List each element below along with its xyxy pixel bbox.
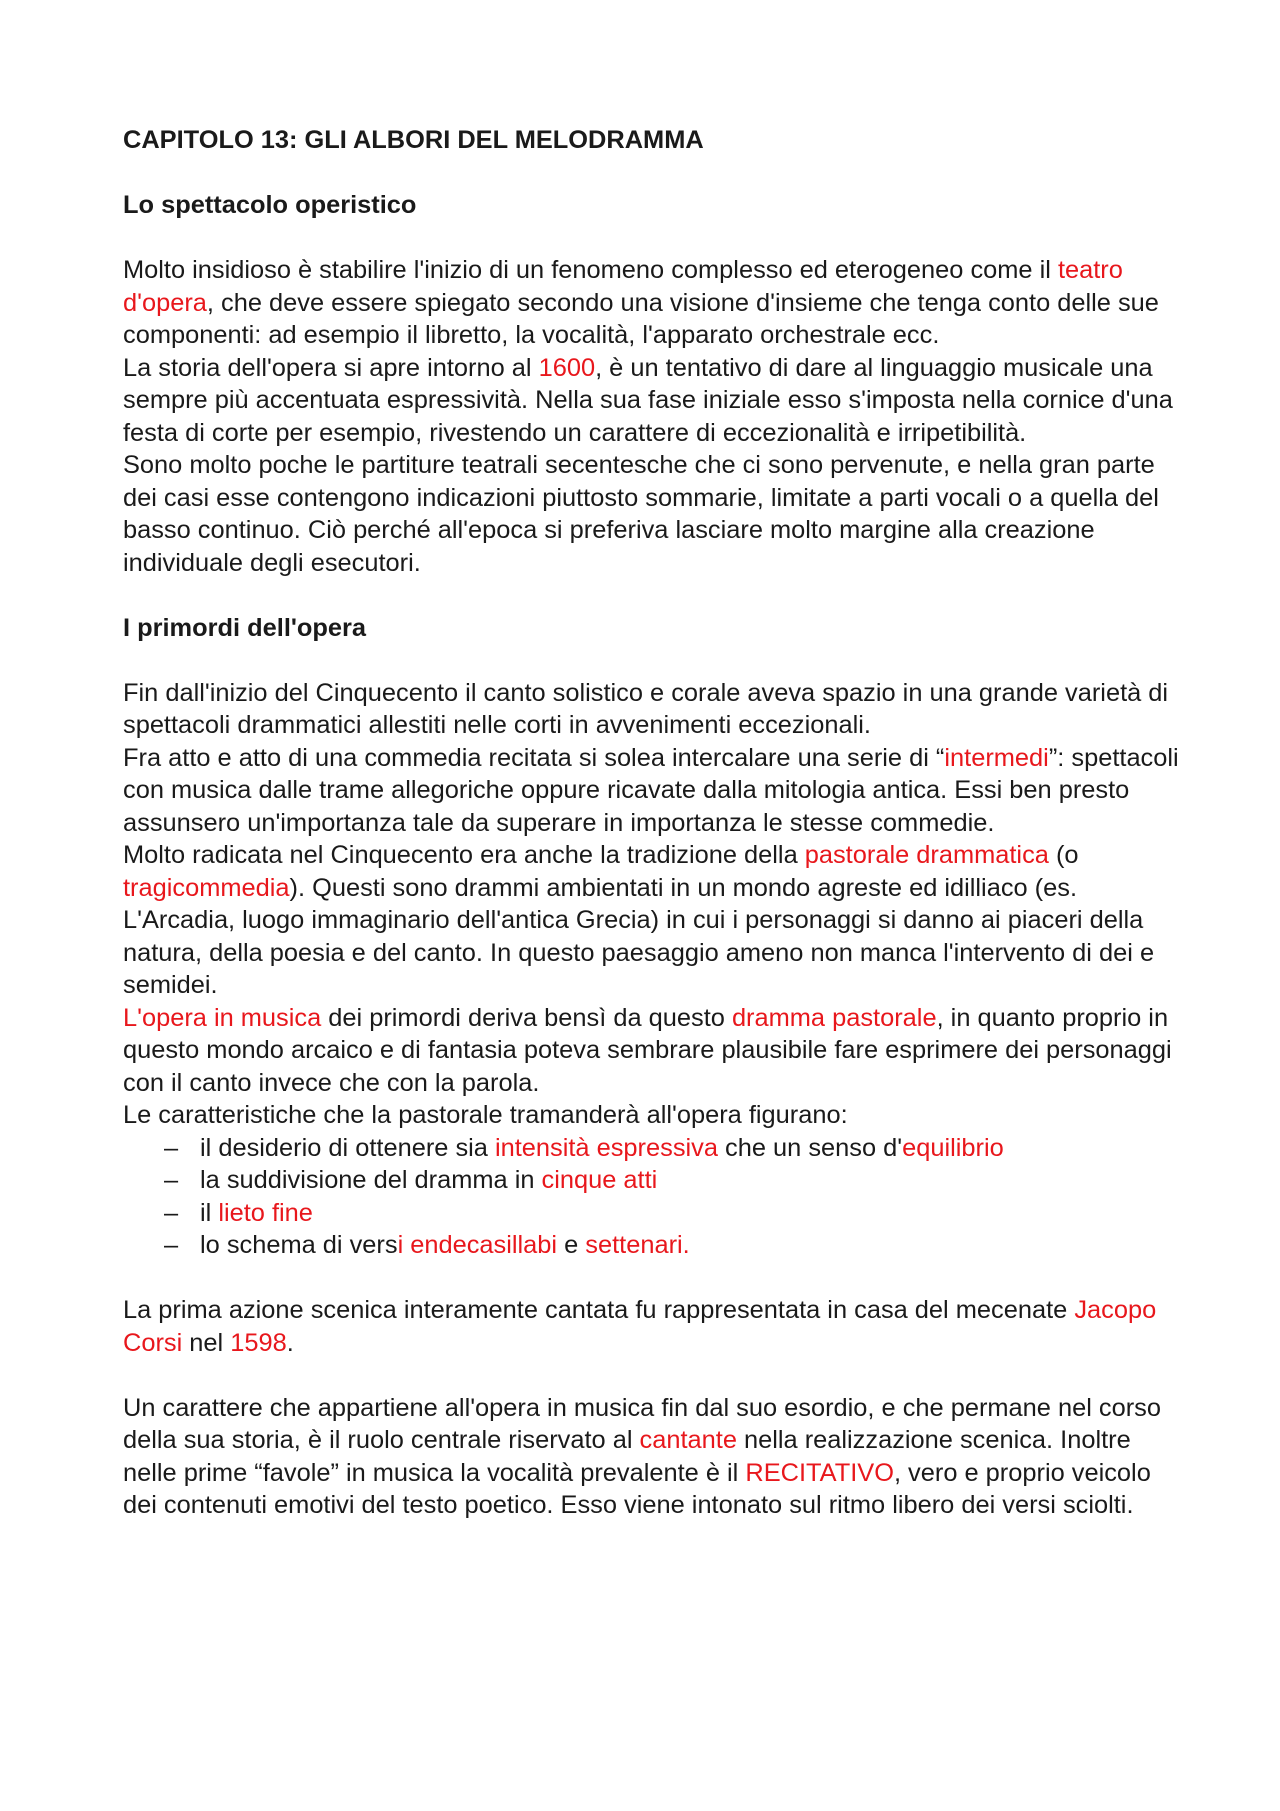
text-run: , in quanto proprio in questo mondo arcaico e di fantasia poteva sembrare plausibile fare esprimere dei personaggi con il canto invece che con la parola. xyxy=(123,1003,1172,1097)
text-run: Fin dall'inizio del Cinquecento il canto solistico e corale aveva spazio in una grande varietà di spettacoli drammatici allestiti nelle corti in avvenimenti eccezionali. xyxy=(123,678,1169,739)
text-run: nella realizzazione scenica. Inoltre nelle prime “favole” in musica la vocalità prevalente è il xyxy=(123,1426,1131,1487)
text-run: il xyxy=(200,1198,219,1227)
list-item xyxy=(164,1229,1183,1262)
text-run: il desiderio di ottenere sia xyxy=(200,1133,495,1162)
paragraph xyxy=(123,1294,1183,1359)
list-item xyxy=(164,1197,1183,1230)
paragraph xyxy=(123,677,1183,742)
section-body-primordi xyxy=(123,677,1183,1132)
highlighted-term: lieto fine xyxy=(218,1198,313,1227)
highlighted-term: dramma pastorale xyxy=(731,1003,937,1032)
paragraph xyxy=(123,742,1183,840)
highlighted-term: intensità espressiva xyxy=(494,1133,718,1162)
highlighted-term: pastorale drammatica xyxy=(804,841,1049,869)
closing-paragraph-recitativo xyxy=(123,1392,1183,1522)
text-run: Un carattere che appartiene all'opera in musica fin dal suo esordio, e che permane nel corso della sua storia, è il ruolo centrale riservato al xyxy=(123,1393,1161,1454)
text-run: . xyxy=(286,1328,294,1357)
text-run: ). Questi sono drammi ambientati in un mondo agreste ed idilliaco (es. L'Arcadia, luogo immaginario dell'antica Grecia) in cui i personaggi si danno ai piaceri della natura, della poesia e del canto. In questo paesaggio ameno non manca l'intervento di dei e semidei. xyxy=(123,873,1155,999)
text-run: Le caratteristiche che la pastorale tramanderà all'opera figurano: xyxy=(123,1101,848,1129)
text-run: Fra atto e atto di una commedia recitata si solea intercalare una serie di “ xyxy=(123,743,945,772)
text-run: Sono molto poche le partiture teatrali secentesche che ci sono pervenute, e nella gran parte dei casi esse contengono indicazioni piuttosto sommarie, limitate a parti vocali o a quella del basso continuo. Ciò perché all'epoca si preferiva lasciare molto margine alla creazione individuale degli esecutori. xyxy=(123,451,1159,577)
highlighted-term: cantante xyxy=(639,1426,737,1454)
paragraph xyxy=(123,449,1183,579)
text-run: , è un tentativo di dare al linguaggio musicale una sempre più accentuata espressività. Nella sua fase iniziale esso s'imposta nella cornice d'una festa di corte per esempio, rivestendo un carattere di eccezionalità e irripetibilità. xyxy=(123,353,1173,447)
list-dash-marker: – xyxy=(164,1198,179,1227)
highlighted-term: Jacopo Corsi xyxy=(123,1296,1157,1357)
list-item xyxy=(164,1164,1183,1197)
highlighted-term: L'opera in musica xyxy=(123,1003,322,1032)
list-item xyxy=(164,1132,1183,1165)
highlighted-term: RECITATIVO xyxy=(745,1458,894,1487)
highlighted-term: 1598 xyxy=(230,1328,287,1357)
text-run: , che deve essere spiegato secondo una visione d'insieme che tenga conto delle sue componenti: ad esempio il libretto, la vocalità, l'apparato orchestrale ecc. xyxy=(123,288,1159,349)
highlighted-term: 1600 xyxy=(538,353,596,382)
list-dash-marker: – xyxy=(164,1133,179,1162)
highlighted-term: equilibrio xyxy=(902,1133,1004,1162)
paragraph xyxy=(123,1392,1183,1522)
paragraph xyxy=(123,1002,1183,1100)
section-body-spettacolo xyxy=(123,254,1183,579)
characteristics-list xyxy=(123,1132,1183,1262)
section-heading-primordi: I primordi dell'opera xyxy=(123,613,367,642)
text-run: nel xyxy=(182,1328,231,1357)
text-run: (o xyxy=(1048,841,1079,869)
highlighted-term: i endecasillabi xyxy=(397,1231,558,1259)
text-run: Molto insidioso è stabilire l'inizio di un fenomeno complesso ed eterogeneo come il xyxy=(123,256,1058,284)
text-run: Molto radicata nel Cinquecento era anche la tradizione della xyxy=(123,841,805,869)
text-run: La storia dell'opera si apre intorno al xyxy=(123,353,539,382)
text-run: ”: spettacoli con musica dalle trame allegoriche oppure ricavate dalla mitologia antica. Essi ben presto assunsero un'importanza tale da superare in importanza le stesse commedie. xyxy=(123,743,1179,837)
text-run: che un senso d' xyxy=(717,1133,903,1162)
text-run: La prima azione scenica interamente cantata fu rappresentata in casa del mecenate xyxy=(123,1296,1075,1324)
closing-paragraph-corsi xyxy=(123,1294,1183,1359)
section-heading-spettacolo: Lo spettacolo operistico xyxy=(123,191,417,219)
document-page xyxy=(123,124,1183,1522)
paragraph xyxy=(123,839,1183,1002)
text-run: la suddivisione del dramma in xyxy=(200,1166,542,1194)
highlighted-term: intermedi xyxy=(944,743,1049,772)
highlighted-term: settenari. xyxy=(585,1231,690,1259)
chapter-title: CAPITOLO 13: GLI ALBORI DEL MELODRAMMA xyxy=(123,126,704,154)
text-run: dei primordi deriva bensì da questo xyxy=(321,1003,732,1032)
text-run: e xyxy=(557,1231,586,1259)
paragraph xyxy=(123,254,1183,352)
text-run: lo schema di vers xyxy=(200,1231,398,1259)
list-dash-marker: – xyxy=(164,1166,179,1194)
paragraph xyxy=(123,352,1183,450)
list-dash-marker: – xyxy=(164,1231,179,1259)
highlighted-term: tragicommedia xyxy=(123,873,290,902)
highlighted-term: cinque atti xyxy=(541,1166,658,1194)
highlighted-term: teatro d'opera xyxy=(123,256,1123,317)
text-run: , vero e proprio veicolo dei contenuti emotivi del testo poetico. Esso viene intonato sul ritmo libero dei versi sciolti. xyxy=(123,1458,1151,1519)
paragraph xyxy=(123,1099,1183,1132)
